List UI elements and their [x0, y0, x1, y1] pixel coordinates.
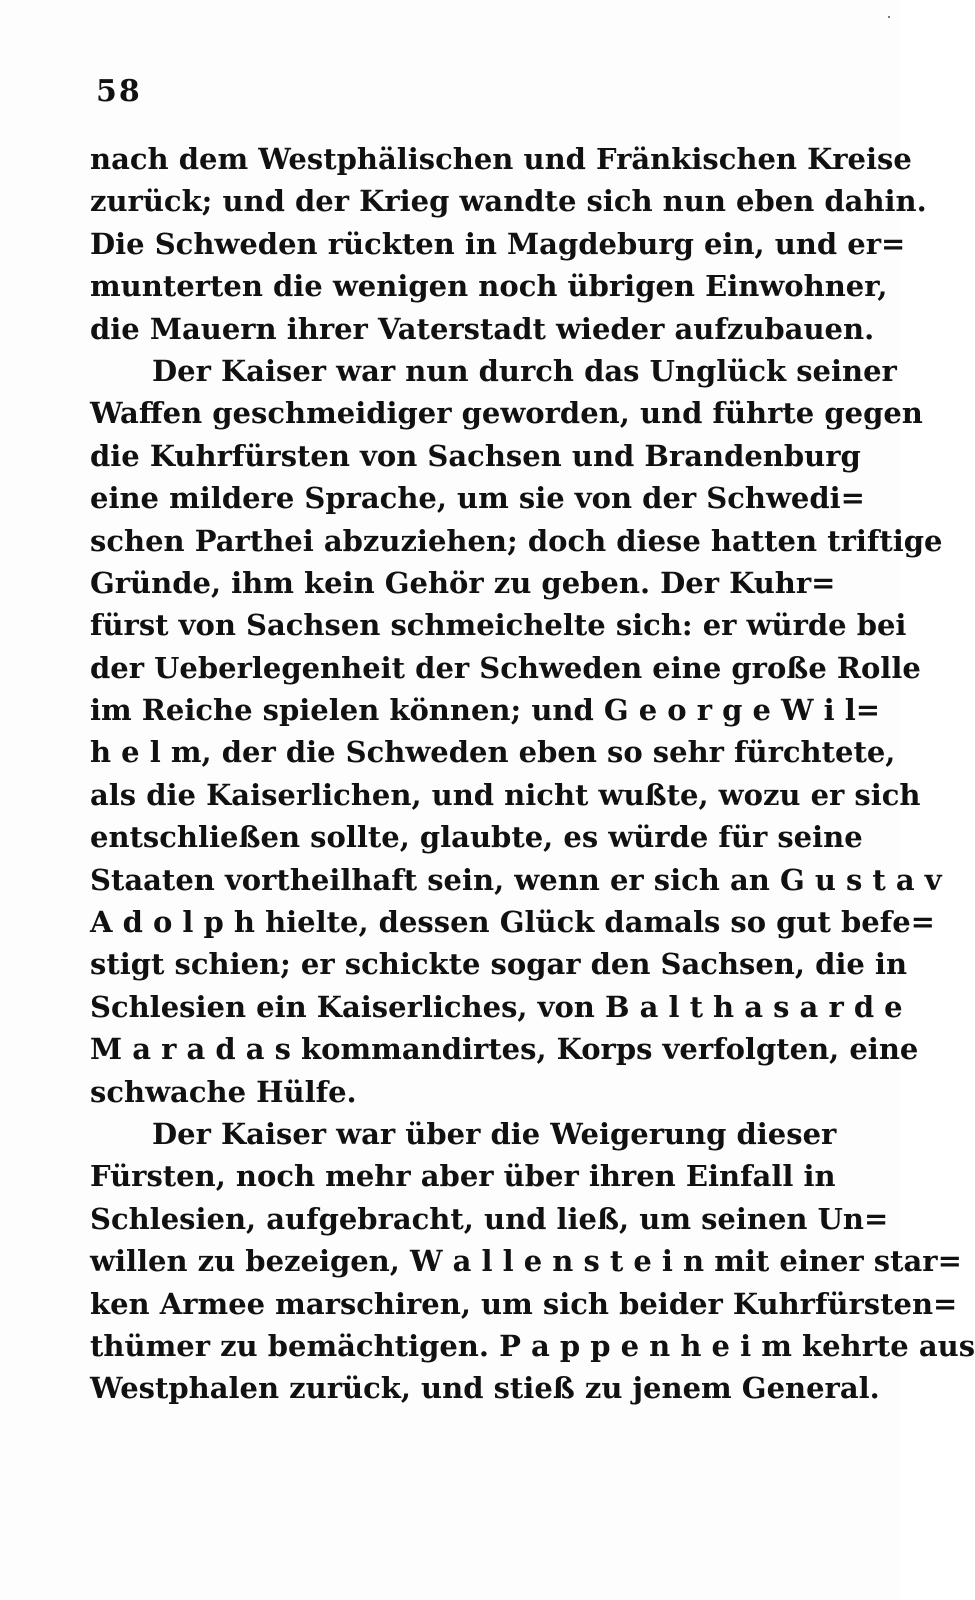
text-line: M a r a d a s kommandirtes, Korps verfolgten, eine [90, 1032, 919, 1067]
text-line: schen Parthei abzuziehen; doch diese hatten triftige [90, 523, 943, 558]
text-line: Schlesien, aufgebracht, und ließ, um seinen Un= [90, 1201, 889, 1236]
text-line: nach dem Westphälischen und Fränkischen Kreise [90, 142, 912, 176]
text-line: Der Kaiser war über die Weigerung dieser [152, 1116, 837, 1151]
text-line: stigt schien; er schickte sogar den Sachsen, die in [90, 947, 908, 982]
text-line: Der Kaiser war nun durch das Unglück seiner [152, 353, 897, 388]
text-line: die Kuhrfürsten von Sachsen und Brandenburg [90, 438, 861, 473]
text-line: ken Armee marschiren, um sich beider Kuhrfürsten= [90, 1286, 958, 1321]
scan-mark [888, 16, 890, 18]
text-line: als die Kaiserlichen, und nicht wußte, wozu er sich [90, 777, 921, 812]
text-line: Westphalen zurück, und stieß zu jenem General. [90, 1371, 880, 1406]
text-line: Waffen geschmeidiger geworden, und führte gegen [90, 396, 923, 431]
text-line: Staaten vortheilhaft sein, wenn er sich an G u s t a v [90, 862, 942, 897]
text-line: fürst von Sachsen schmeichelte sich: er würde bei [90, 608, 907, 643]
text-line: eine mildere Sprache, um sie von der Schwedi= [90, 481, 865, 516]
text-line: thümer zu bemächtigen. P a p p e n h e i m kehrte aus [90, 1328, 975, 1363]
text-line: zurück; und der Krieg wandte sich nun eben dahin. [90, 184, 927, 219]
text-line: Schlesien ein Kaiserliches, von B a l t h a s a r d e [90, 989, 903, 1024]
text-line: entschließen sollte, glaubte, es würde für seine [90, 820, 863, 855]
text-line: munterten die wenigen noch übrigen Einwohner, [90, 269, 888, 304]
text-line: der Ueberlegenheit der Schweden eine große Rolle [90, 650, 921, 685]
text-line: Gründe, ihm kein Gehör zu geben. Der Kuhr= [90, 565, 836, 600]
text-line: A d o l p h hielte, dessen Glück damals so gut befe= [90, 905, 935, 940]
text-line: im Reiche spielen können; und G e o r g e W i l= [90, 693, 881, 728]
text-line: willen zu bezeigen, W a l l e n s t e i n mit einer star= [90, 1244, 962, 1279]
text-line: Die Schweden rückten in Magdeburg ein, und er= [90, 226, 906, 261]
page-number: 58 [96, 74, 142, 109]
text-line: schwache Hülfe. [90, 1074, 357, 1109]
text-line: die Mauern ihrer Vaterstadt wieder aufzubauen. [90, 311, 875, 346]
text-line: h e l m, der die Schweden eben so sehr fürchtete, [90, 735, 896, 770]
text-line: Fürsten, noch mehr aber über ihren Einfall in [90, 1159, 836, 1194]
body-text [90, 138, 975, 1410]
